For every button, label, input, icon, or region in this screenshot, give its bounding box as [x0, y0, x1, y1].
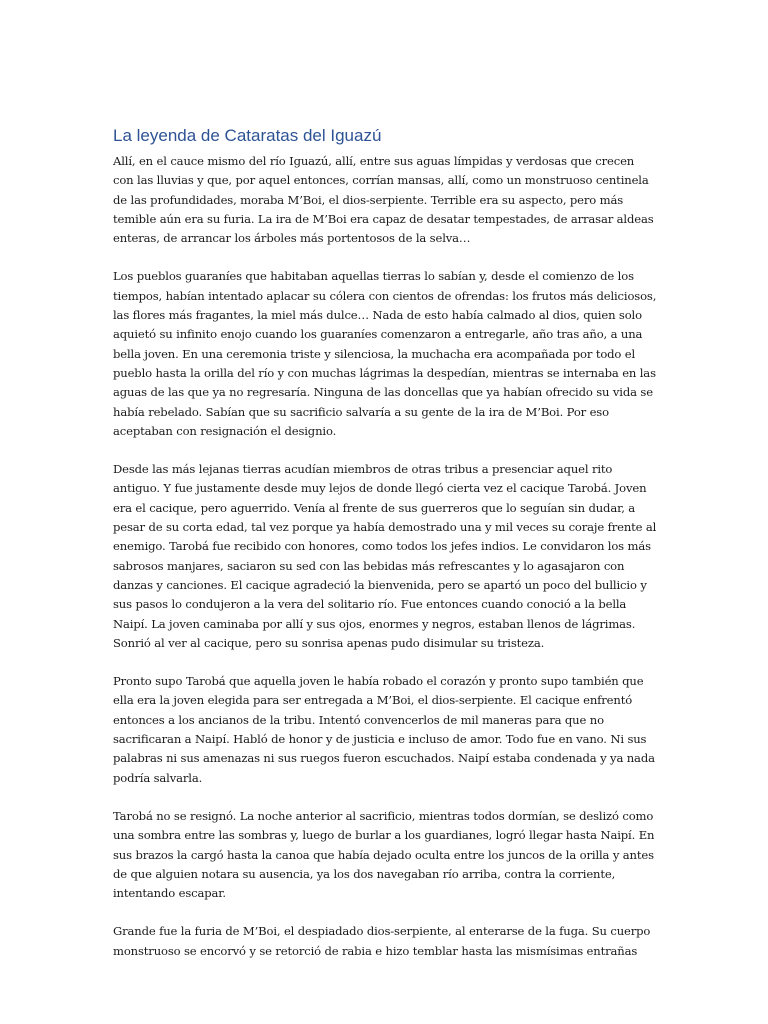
paragraph: Tarobá no se resignó. La noche anterior al sacrificio, mientras todos dormían, se deslizó como una sombra entre las sombras y, luego de burlar a los guardianes, logró llegar hasta Naipí. En sus brazos la cargó hasta la canoa que había dejado oculta entre los juncos de la orilla y antes de que alguien notara su ausencia, ya los dos navegaban río arriba, contra la corriente, intentando escapar.	[113, 808, 655, 901]
paragraph: Desde las más lejanas tierras acudían miembros de otras tribus a presenciar aquel rito antiguo. Y fue justamente desde muy lejos de donde llegó cierta vez el cacique Tarobá. Joven era el cacique, pero aguerrido. Venía al frente de sus guerreros que lo seguían sin dudar, a pesar de su corta edad, tal vez porque ya había demostrado una y mil veces su coraje frente al enemigo. Tarobá fue recibido con honores, como todos los jefes indios. Le convidaron los más sabrosos manjares, saciaron su sed con las bebidas más refrescantes y lo agasajaron con danzas y canciones. El cacique agradeció la bienvenida, pero se apartó un poco del bullicio y sus pasos lo condujeron a la vera del solitario río. Fue entonces cuando conoció a la bella Naipí. La joven caminaba por allí y sus ojos, enormes y negros, estaban llenos de lágrimas. Sonrió al ver al cacique, pero su sonrisa apenas pudo disimular su tristeza.	[113, 462, 657, 650]
document-title: La leyenda de Cataratas del Iguazú	[113, 126, 382, 145]
document-body	[113, 126, 658, 961]
paragraph: Pronto supo Tarobá que aquella joven le había robado el corazón y pronto supo también que ella era la joven elegida para ser entregada a M’Boi, el dios-serpiente. El cacique enfrentó entonces a los ancianos de la tribu. Intentó convencerlos de mil maneras para que no sacrificaran a Naipí. Habló de honor y de justicia e incluso de amor. Todo fue en vano. Ni sus palabras ni sus amenazas ni sus ruegos fueron escuchados. Naipí estaba condenada y ya nada podría salvarla.	[113, 674, 655, 785]
paragraph: Allí, en el cauce mismo del río Iguazú, allí, entre sus aguas límpidas y verdosas que crecen con las lluvias y que, por aquel entonces, corrían mansas, allí, como un monstruoso centinela de las profundidades, moraba M’Boi, el dios-serpiente. Terrible era su aspecto, pero más temible aún era su furia. La ira de M’Boi era capaz de desatar tempestades, de arrasar aldeas enteras, de arrancar los árboles más portentosos de la selva…	[113, 154, 654, 246]
paragraph: Grande fue la furia de M’Boi, el despiadado dios-serpiente, al enterarse de la fuga. Su cuerpo monstruoso se encorvó y se retorció de rabia e hizo temblar hasta las mismísimas entrañas	[113, 924, 651, 958]
paragraph: Los pueblos guaraníes que habitaban aquellas tierras lo sabían y, desde el comienzo de los tiempos, habían intentado aplacar su cólera con cientos de ofrendas: los frutos más deliciosos, las flores más fragantes, la miel más dulce… Nada de esto había calmado al dios, quien solo aquietó su infinito enojo cuando los guaraníes comenzaron a entregarle, año tras año, a una bella joven. En una ceremonia triste y silenciosa, la muchacha era acompañada por todo el pueblo hasta la orilla del río y con muchas lágrimas la despedían, mientras se internaba en las aguas de las que ya no regresaría. Ninguna de las doncellas que ya habían ofrecido su vida se había rebelado. Sabían que su sacrificio salvaría a su gente de la ira de M’Boi. Por eso aceptaban con resignación el designio.	[113, 269, 657, 438]
